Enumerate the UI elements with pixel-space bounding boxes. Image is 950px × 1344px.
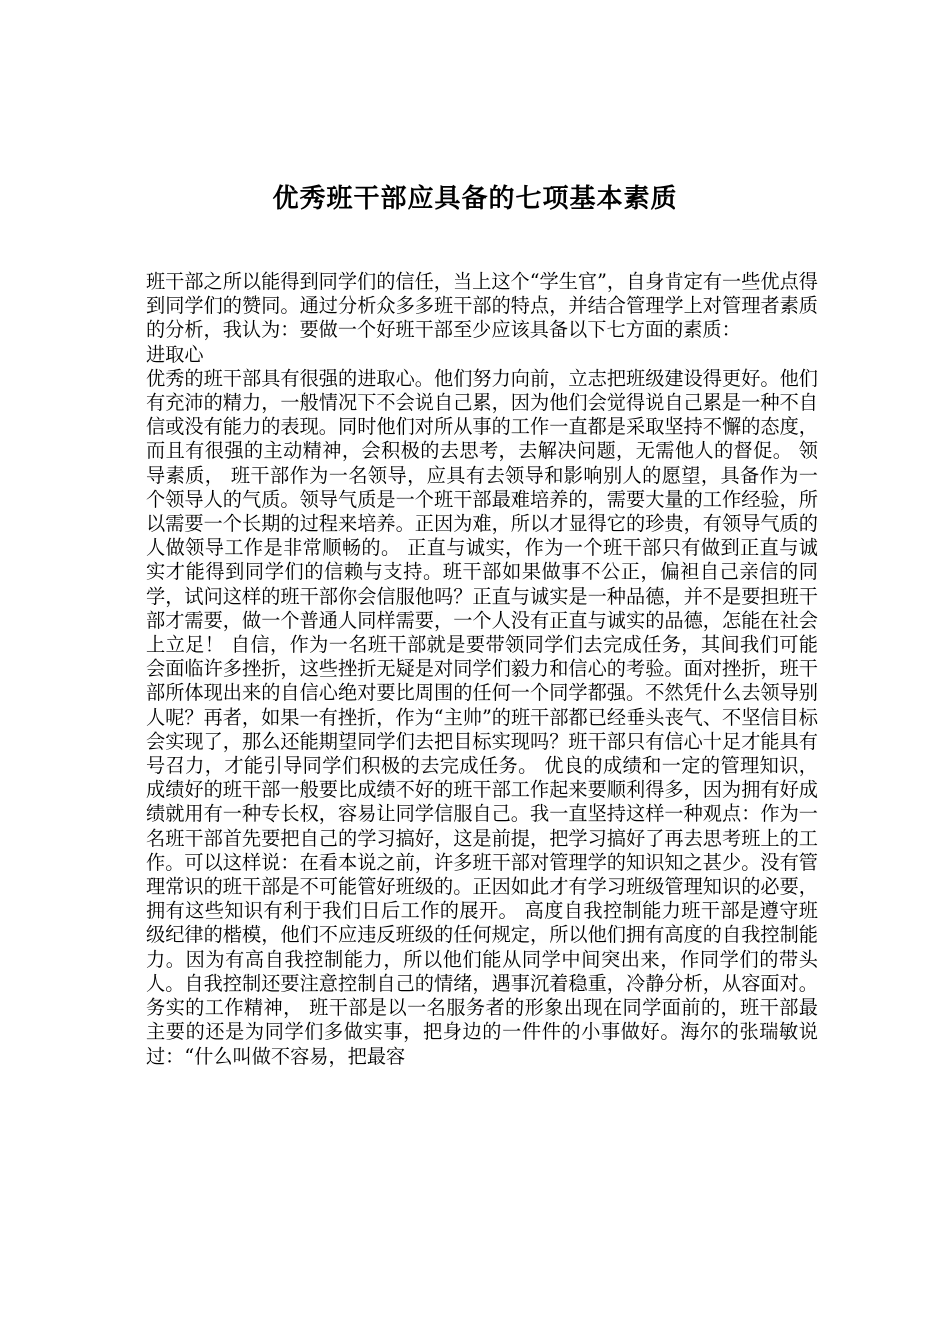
document-body xyxy=(146,270,818,1069)
document-title: 优秀班干部应具备的七项基本素质 xyxy=(272,184,678,214)
body-paragraph: 优秀的班干部具有很强的进取心。他们努力向前，立志把班级建设得更好。他们有充沛的精力，一般情况下不会说自己累，因为他们会觉得说自己累是一种不自信或没有能力的表现。同时他们对所从事的工作一直都是采取坚持不懈的态度，而且有很强的主动精神，会积极的去思考，去解决问题，无需他人的督促。 领导素质， 班干部作为一名领导，应具有去领导和影响别人的愿望，具备作为一个领导人的气质。领导气质是一个班干部最难培养的，需要大量的工作经验，所以需要一个长期的过程来培养。正因为难，所以才显得它的珍贵，有领导气质的人做领导工作是非常顺畅的。 正直与诚实，作为一个班干部只有做到正直与诚实才能得到同学们的信赖与支持。班干部如果做事不公正，偏袒自己亲信的同学，试问这样的班干部你会信服他吗？正直与诚实是一种品德，并不是要担班干部才需要，做一个普通人同样需要，一个人没有正直与诚实的品德，怎能在社会上立足！ 自信，作为一名班干部就是要带领同学们去完成任务，其间我们可能会面临许多挫折，这些挫折无疑是对同学们毅力和信心的考验。面对挫折，班干部所体现出来的自信心绝对要比周围的任何一个同学都强。不然凭什么去领导别人呢？再者，如果一有挫折，作为“主帅”的班干部都已经垂头丧气、不坚信目标会实现了，那么还能期望同学们去把目标实现吗？班干部只有信心十足才能具有号召力，才能引导同学们积极的去完成任务。 优良的成绩和一定的管理知识， 成绩好的班干部一般要比成绩不好的班干部工作起来要顺利得多，因为拥有好成绩就用有一种专长权，容易让同学信服自己。我一直坚持这样一种观点：作为一名班干部首先要把自己的学习搞好，这是前提，把学习搞好了再去思考班上的工作。可以这样说：在看本说之前，许多班干部对管理学的知识知之甚少。没有管理常识的班干部是不可能管好班级的。正因如此才有学习班级管理知识的必要，拥有这些知识有利于我们日后工作的展开。 高度自我控制能力班干部是遵守班级纪律的楷模，他们不应违反班级的任何规定，所以他们拥有高度的自我控制能力。因为有高自我控制能力，所以他们能从同学中间突出来，作同学们的带头人。自我控制还要注意控制自己的情绪，遇事沉着稳重，冷静分析，从容面对。 务实的工作精神， 班干部是以一名服务者的形象出现在同学面前的，班干部最主要的还是为同学们多做实事，把身边的一件件的小事做好。海尔的张瑞敏说过：“什么叫做不容易，把最容 xyxy=(146,366,818,1068)
section-heading-enterprising: 进取心 xyxy=(146,342,204,366)
intro-paragraph: 班干部之所以能得到同学们的信任，当上这个“学生官”，自身肯定有一些优点得到同学们的赞同。通过分析众多多班干部的特点，并结合管理学上对管理者素质的分析，我认为：要做一个好班干部至少应该具备以下七方面的素质： xyxy=(146,270,818,342)
